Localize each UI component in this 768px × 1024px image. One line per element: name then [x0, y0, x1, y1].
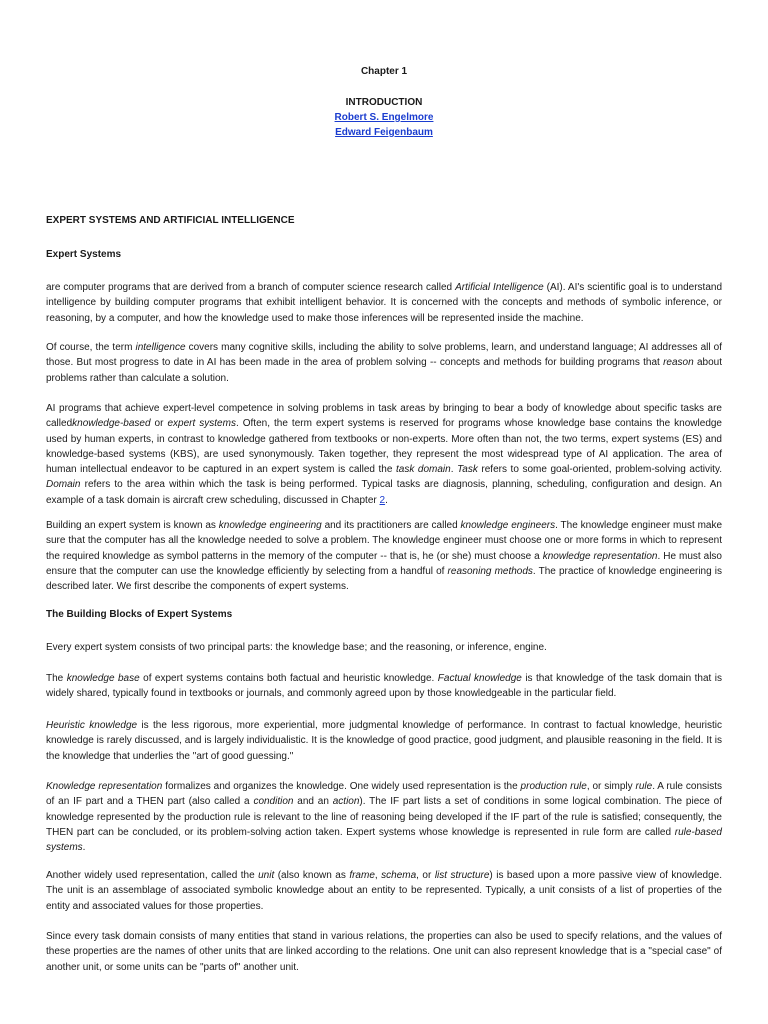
section-heading-expert-systems: Expert Systems	[46, 249, 122, 260]
title-block	[0, 95, 768, 140]
paragraph-5: Every expert system consists of two principal parts: the knowledge base; and the reasoning, or inference, engine.	[46, 642, 547, 653]
paragraph-2: Of course, the term intelligence covers many cognitive skills, including the ability to solve problems, learn, and understand language; AI addresses all of those. But most progress to date in AI has been made in the area of problem solving -- concepts and methods for building programs that reason about problems rather than calculate a solution.	[46, 342, 723, 384]
section-heading-building-blocks: The Building Blocks of Expert Systems	[46, 609, 233, 620]
paragraph-7: Heuristic knowledge is the less rigorous, more experiential, more judgmental knowledge of performance. In contrast to factual knowledge, heuristic knowledge is rarely discussed, and is largely individualistic. It is the knowledge of good practice, good judgment, and plausible reasoning in the field. It is the knowledge that underlies the "art of good guessing."	[46, 720, 722, 762]
page-title: INTRODUCTION	[345, 97, 423, 108]
author-link-feigenbaum[interactable]: Edward Feigenbaum	[335, 127, 433, 138]
paragraph-8: Knowledge representation formalizes and organizes the knowledge. One widely used representation is the production rule, or simply rule. A rule consists of an IF part and a THEN part (also called a condition and an action). The IF part lists a set of conditions in some logical combination. The piece of knowledge represented by the production rule is relevant to the line of reasoning being developed if the IF part of the rule is satisfied; consequently, the THEN part can be concluded, or its problem-solving action taken. Expert systems whose knowledge is represented in rule form are called rule-based systems.	[46, 781, 723, 854]
author-link-engelmore[interactable]: Robert S. Engelmore	[334, 112, 434, 123]
paragraph-10: Since every task domain consists of many entities that stand in various relations, the properties can also be used to specify relations, and the values of these properties are the names of other units that are linked according to the relations. One unit can also represent knowledge that is a "special case" of another unit, or some units can be "parts of" another unit.	[46, 931, 722, 973]
chapter-label: Chapter 1	[360, 66, 408, 77]
section-heading-expert-systems-ai: EXPERT SYSTEMS AND ARTIFICIAL INTELLIGENCE	[46, 215, 295, 226]
paragraph-6: The knowledge base of expert systems contains both factual and heuristic knowledge. Factual knowledge is that knowledge of the task domain that is widely shared, typically found in textbooks or journals, and commonly agreed upon by those knowledgeable in the particular field.	[46, 673, 723, 700]
paragraph-3: AI programs that achieve expert-level competence in solving problems in task areas by bringing to bear a body of knowledge about specific tasks are calledknowledge-based or expert systems. Often, the term expert systems is reserved for programs whose knowledge base contains the knowledge used by human experts, in contrast to knowledge gathered from textbooks or non-experts. More often than not, the two terms, expert systems (ES) and knowledge-based systems (KBS), are used synonymously. Taken together, they represent the most widespread type of AI application. The area of human intellectual endeavor to be captured in an expert system is called the task domain. Task refers to some goal-oriented, problem-solving activity. Domain refers to the area within which the task is being performed. Typical tasks are diagnosis, planning, scheduling, configuration and design. An example of a task domain is aircraft crew scheduling, discussed in Chapter 2.	[46, 403, 722, 506]
chapter-2-link[interactable]: 2	[379, 494, 386, 506]
paragraph-4: Building an expert system is known as knowledge engineering and its practitioners are called knowledge engineers. The knowledge engineer must make sure that the computer has all the knowledge needed to solve a problem. The knowledge engineer must choose one or more forms in which to represent the required knowledge as symbol patterns in the memory of the computer -- that is, he (or she) must choose a knowledge representation. He must also ensure that the computer can use the knowledge efficiently by selecting from a handful of reasoning methods. The practice of knowledge engineering is described later. We first describe the components of expert systems.	[46, 520, 723, 593]
paragraph-1: are computer programs that are derived from a branch of computer science research called Artificial Intelligence (AI). AI's scientific goal is to understand intelligence by building computer programs that exhibit intelligent behavior. It is concerned with the concepts and methods of symbolic inference, or reasoning, by a computer, and how the knowledge used to make those inferences will be represented inside the machine.	[46, 282, 723, 324]
paragraph-9: Another widely used representation, called the unit (also known as frame, schema, or list structure) is based upon a more passive view of knowledge. The unit is an assemblage of associated symbolic knowledge about an entity to be represented. Typically, a unit consists of a list of properties of the entity and associated values for those properties.	[46, 870, 722, 912]
